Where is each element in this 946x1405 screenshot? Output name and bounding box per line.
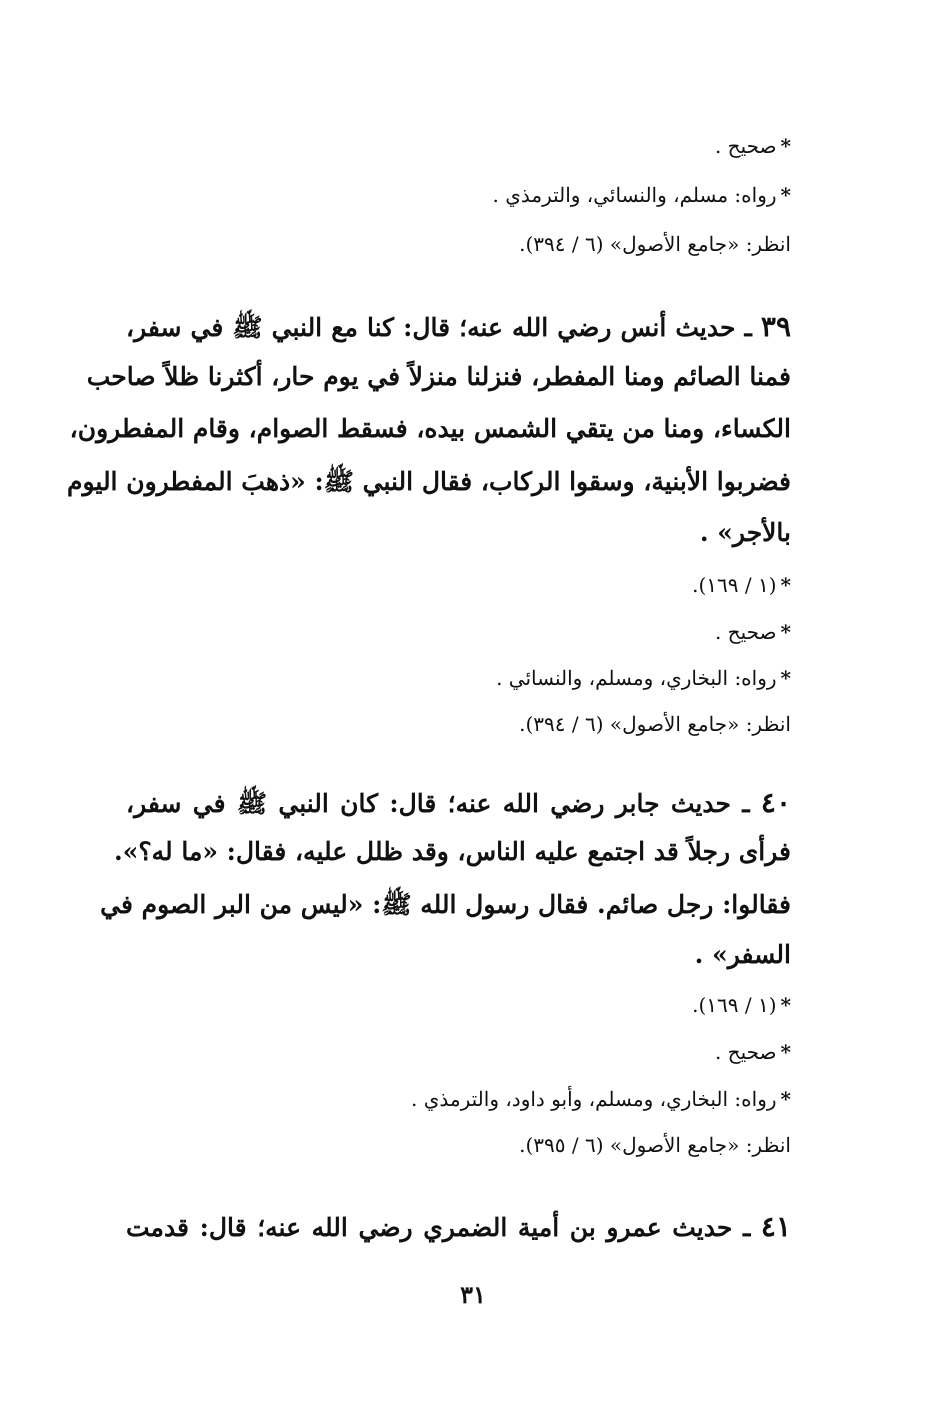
- grade-line: [126, 134, 791, 158]
- narrators-text: رواه: البخاري، ومسلم، وأبو داود، والترمذي .: [411, 1087, 777, 1111]
- hadith-41-line-1: [126, 1210, 791, 1243]
- hadith-text: ـ حديث جابر رضي الله عنه؛ قال: كان النبي ﷺ في سفر،: [126, 789, 750, 818]
- reference-text: انظر: «جامع الأصول» (٦ / ٣٩٤).: [519, 232, 791, 256]
- hadith-39-line-4: فضربوا الأبنية، وسقوا الركاب، فقال النبي ﷺ: «ذهبَ المفطرون اليوم: [67, 467, 791, 496]
- ref-line: [126, 573, 791, 597]
- page-number: ٣١: [460, 1280, 486, 1309]
- hadith-40-line-1: [126, 786, 791, 825]
- hadith-text: ـ حديث أنس رضي الله عنه؛ قال: كنا مع النبي ﷺ في سفر،: [126, 313, 752, 342]
- star-marker: *: [780, 134, 791, 158]
- reference-line: [126, 1133, 791, 1157]
- grade-text: صحيح .: [714, 134, 777, 158]
- reference-text: انظر: «جامع الأصول» (٦ / ٣٩٤).: [519, 712, 791, 736]
- hadith-text: ـ حديث عمرو بن أمية الضمري رضي الله عنه؛ قال: قدمت: [126, 1213, 751, 1242]
- hadith-number: ٣٩: [760, 310, 791, 343]
- narrators-text: رواه: البخاري، ومسلم، والنسائي .: [496, 666, 777, 690]
- hadith-39-line-1: [126, 310, 791, 349]
- ref-text: (١ / ١٦٩).: [692, 993, 777, 1017]
- ref-text: (١ / ١٦٩).: [692, 573, 777, 597]
- grade-text: صحيح .: [714, 1040, 777, 1064]
- narrators-line: [126, 183, 791, 207]
- star-marker: *: [780, 1040, 791, 1064]
- hadith-39-line-2: فمنا الصائم ومنا المفطر، فنزلنا منزلاً في يوم حار، أكثرنا ظلاً صاحب: [86, 362, 791, 391]
- hadith-39-line-5: بالأجر» .: [699, 518, 791, 547]
- star-marker: *: [780, 993, 791, 1017]
- narrators-text: رواه: مسلم، والنسائي، والترمذي .: [492, 183, 777, 207]
- star-marker: *: [780, 573, 791, 597]
- hadith-40-line-4: السفر» .: [694, 940, 791, 969]
- star-marker: *: [780, 183, 791, 207]
- reference-line: [126, 712, 791, 736]
- narrators-line: [126, 1087, 791, 1111]
- reference-line: [126, 232, 791, 256]
- hadith-40-line-2: فرأى رجلاً قد اجتمع عليه الناس، وقد ظلل عليه، فقال: «ما له؟».: [114, 837, 791, 866]
- narrators-line: [126, 666, 791, 690]
- ref-line: [126, 993, 791, 1017]
- star-marker: *: [780, 620, 791, 644]
- grade-line: [126, 620, 791, 644]
- hadith-number: ٤١: [760, 1210, 791, 1243]
- hadith-40-line-3: فقالوا: رجل صائم. فقال رسول الله ﷺ: «ليس من البر الصوم في: [100, 890, 791, 919]
- star-marker: *: [780, 1087, 791, 1111]
- grade-text: صحيح .: [714, 620, 777, 644]
- hadith-39-line-3: الكساء، ومنا من يتقي الشمس بيده، فسقط الصوام، وقام المفطرون،: [69, 414, 791, 443]
- grade-line: [126, 1040, 791, 1064]
- hadith-number: ٤٠: [760, 786, 791, 819]
- star-marker: *: [780, 666, 791, 690]
- reference-text: انظر: «جامع الأصول» (٦ / ٣٩٥).: [519, 1133, 791, 1157]
